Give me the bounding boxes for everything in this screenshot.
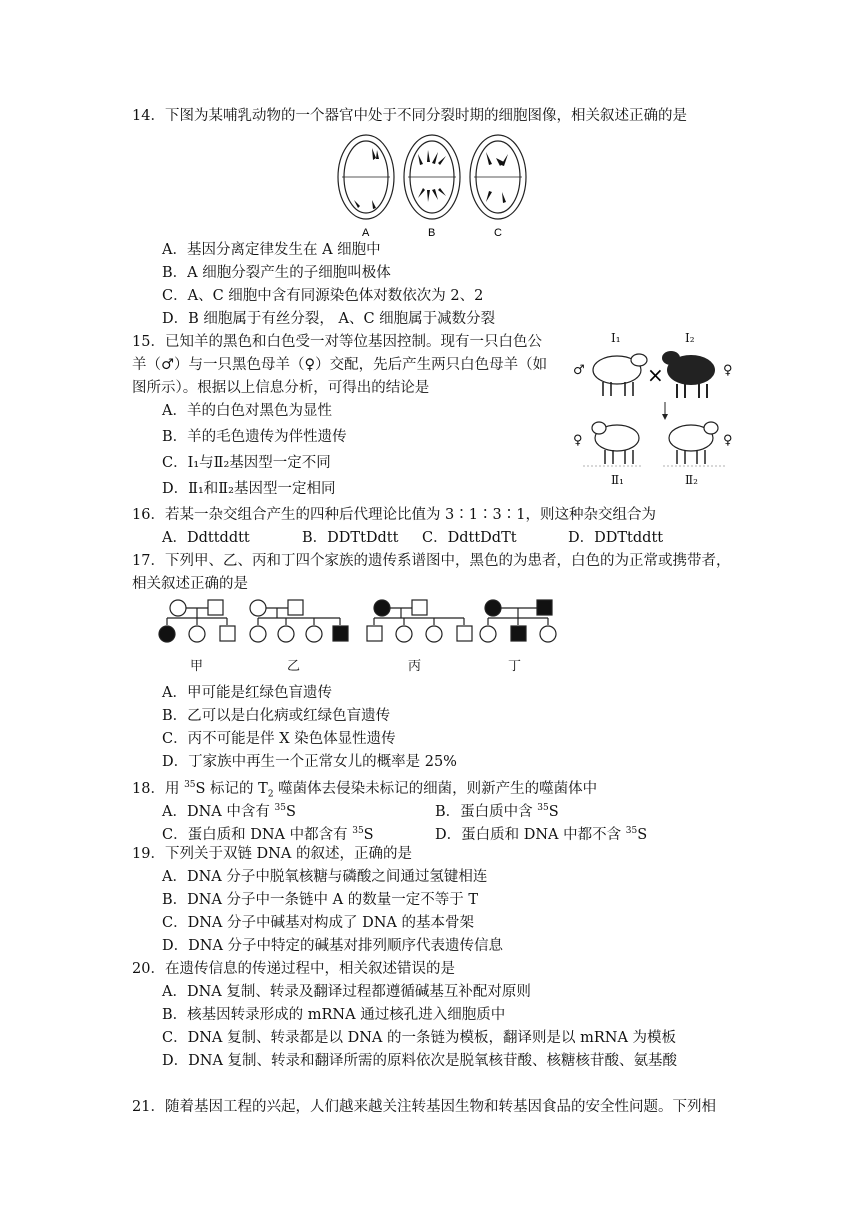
q21-stem: 21．随着基因工程的兴起，人们越来越关注转基因生物和转基因食品的安全性问题。下列相 <box>132 1099 716 1115</box>
female-symbol-ii1: ♀ <box>573 433 583 448</box>
q15-option-a: A．羊的白色对黑色为显性 <box>162 403 332 419</box>
q14-option-d: D．B 细胞属于有丝分裂， A、C 细胞属于减数分裂 <box>162 311 496 327</box>
label-i1: Ⅰ₁ <box>611 331 621 345</box>
q16-option-d: D．DDTtddtt <box>568 530 664 546</box>
q19-option-d: D．DNA 分子中特定的碱基对排列顺序代表遗传信息 <box>162 938 504 954</box>
cross-symbol: × <box>647 363 664 387</box>
q16-option-a: A．Ddttddtt <box>162 530 250 546</box>
q17-option-b: B．乙可以是白化病或红绿色盲遗传 <box>162 708 391 724</box>
q15-option-b: B．羊的毛色遗传为伴性遗传 <box>162 429 347 445</box>
q18-option-c: C．蛋白质和 DNA 中都含有 $^{35}$S <box>162 826 374 843</box>
q14-stem: 14．下图为某哺乳动物的一个器官中处于不同分裂时期的细胞图像，相关叙述正确的是 <box>132 108 687 124</box>
cell-label-a: A <box>362 227 370 239</box>
q14-option-a: A．基因分离定律发生在 A 细胞中 <box>162 242 381 258</box>
q20-option-a: A．DNA 复制、转录及翻译过程都遵循碱基互补配对原则 <box>162 984 531 1000</box>
family-label-bing: 丙 <box>408 659 422 674</box>
q15-stem-line-2: 羊（♂）与一只黑色母羊（♀）交配，先后产生两只白色母羊（如 <box>132 357 548 373</box>
label-ii2: Ⅱ₂ <box>685 473 698 487</box>
q20-option-d: D．DNA 复制、转录和翻译所需的原料依次是脱氧核苷酸、核糖核苷酸、氨基酸 <box>162 1053 678 1069</box>
cell-label-b: B <box>428 227 436 239</box>
q14-option-c: C．A、C 细胞中含有同源染色体对数依次为 2、2 <box>162 288 484 304</box>
family-label-ding: 丁 <box>508 659 522 674</box>
female-symbol-ii2: ♀ <box>723 433 733 448</box>
q18-option-d: D．蛋白质和 DNA 中都不含 $^{35}$S <box>435 826 648 843</box>
q20-stem: 20．在遗传信息的传递过程中，相关叙述错误的是 <box>132 961 455 977</box>
cell-label-c: C <box>494 227 502 239</box>
sheep-white-offspring-2-icon <box>669 422 718 464</box>
q17-stem-line-2: 相关叙述正确的是 <box>132 576 248 592</box>
pedigree-figure <box>150 596 570 676</box>
q16-option-c: C．DdttDdTt <box>422 530 517 546</box>
sheep-white-offspring-1-icon <box>592 422 639 464</box>
q19-option-a: A．DNA 分子中脱氧核糖与磷酸之间通过氢键相连 <box>162 869 488 885</box>
q18-option-b: B．蛋白质中含 $^{35}$S <box>435 803 559 820</box>
sheep-cross-figure <box>575 330 735 490</box>
q14-option-b: B．A 细胞分裂产生的子细胞叫极体 <box>162 265 391 281</box>
q19-stem: 19．下列关于双链 DNA 的叙述，正确的是 <box>132 846 412 862</box>
q15-option-d: D．Ⅱ₁和Ⅱ₂基因型一定相同 <box>162 481 336 497</box>
q18-stem: 18．用 $^{35}$S 标记的 $T_2$ 噬菌体去侵染未标记的细菌，则新产生的噬菌体中 <box>132 780 598 800</box>
q15-stem-line-1: 15．已知羊的黑色和白色受一对等位基因控制。现有一只白色公 <box>132 334 542 350</box>
sheep-white-parent-icon <box>593 354 647 396</box>
family-label-jia: 甲 <box>190 659 204 674</box>
label-ii1: Ⅱ₁ <box>611 473 624 487</box>
q15-option-c: C．Ⅰ₁与Ⅱ₂基因型一定不同 <box>162 455 331 471</box>
male-symbol: ♂ <box>573 363 585 378</box>
female-symbol-parent: ♀ <box>723 363 733 378</box>
q17-option-d: D．丁家族中再生一个正常女儿的概率是 25% <box>162 754 457 770</box>
label-i2: Ⅰ₂ <box>685 331 695 345</box>
q16-stem: 16．若某一杂交组合产生的四种后代理论比值为 3∶1∶3∶1，则这种杂交组合为 <box>132 507 656 523</box>
q16-option-b: B．DDTtDdtt <box>302 530 399 546</box>
q19-option-c: C．DNA 分子中碱基对构成了 DNA 的基本骨架 <box>162 915 474 931</box>
sheep-black-parent-icon <box>662 351 715 398</box>
q18-option-a: A．DNA 中含有 $^{35}$S <box>162 803 296 820</box>
q17-option-c: C．丙不可能是伴 X 染色体显性遗传 <box>162 731 396 747</box>
q17-stem-line-1: 17．下列甲、乙、丙和丁四个家族的遗传系谱图中，黑色的为患者，白色的为正常或携带者， <box>132 553 731 569</box>
family-label-yi: 乙 <box>287 659 301 674</box>
q15-stem-line-3: 图所示）。根据以上信息分析，可得出的结论是 <box>132 380 430 396</box>
q14-cell-figure <box>332 130 532 240</box>
q20-option-b: B．核基因转录形成的 mRNA 通过核孔进入细胞质中 <box>162 1007 506 1023</box>
q17-option-a: A．甲可能是红绿色盲遗传 <box>162 685 332 701</box>
q19-option-b: B．DNA 分子中一条链中 A 的数量一定不等于 T <box>162 892 479 908</box>
q20-option-c: C．DNA 复制、转录都是以 DNA 的一条链为模板，翻译则是以 mRNA 为模板 <box>162 1030 677 1046</box>
